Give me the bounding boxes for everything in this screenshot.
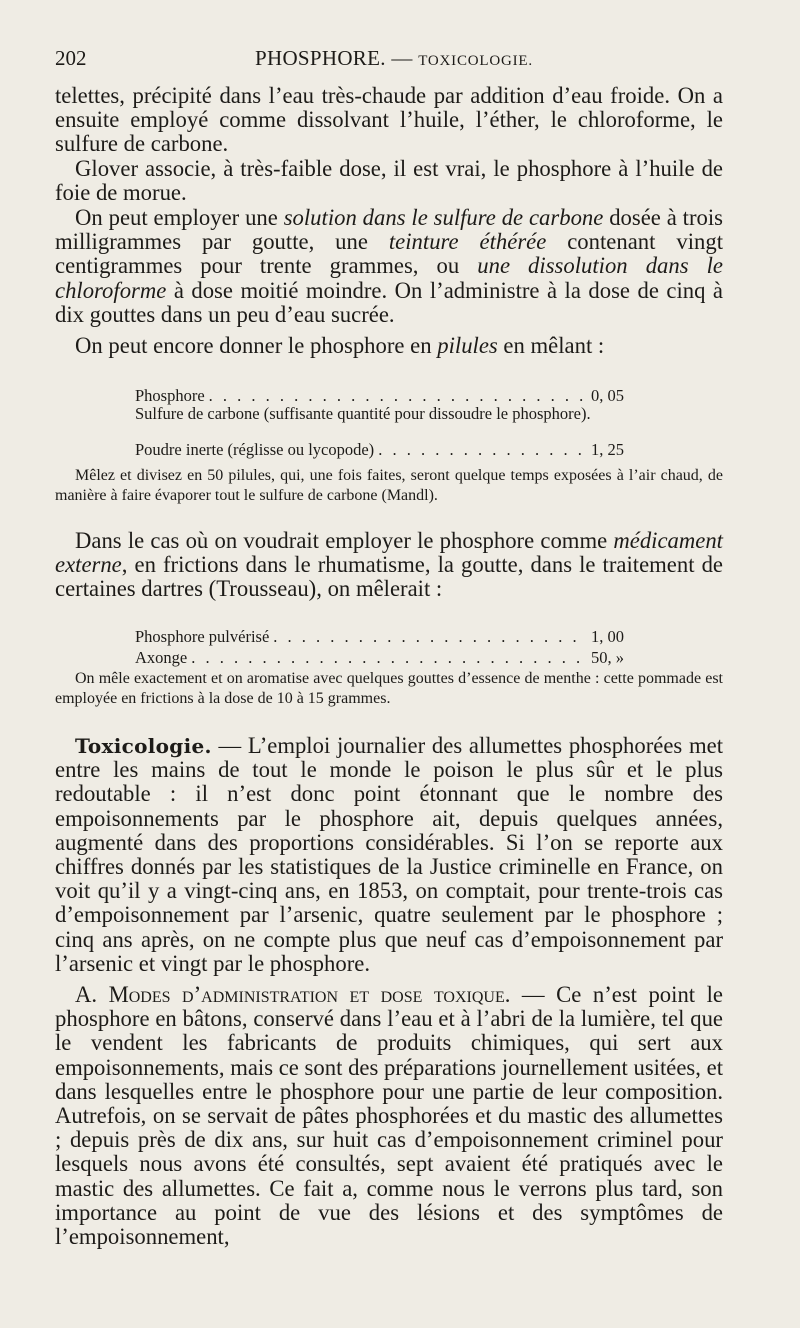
text-run: contenant vingt centigrammes pour trente grammes, ou: [55, 229, 723, 279]
formula-ingredient: Sulfure de carbone (suffisante quantité pour dissoudre le phosphore).: [135, 404, 591, 423]
ingredient-quantity: 1, 25: [591, 440, 624, 459]
text-run: Dans le cas où on voudrait employer le phosphore comme: [75, 528, 614, 553]
ingredient-name: Axonge: [135, 648, 188, 667]
ingredient-quantity: 1, 00: [591, 627, 624, 646]
page-number: 202: [55, 46, 87, 70]
title-dash: —: [385, 46, 419, 70]
formula-line: [135, 440, 645, 460]
paragraph-toxicologie: [55, 734, 723, 976]
paragraph-usage-externe: [55, 529, 723, 602]
text-run: — L’emploi journalier des allumettes phosphorées met entre les mains de tout le monde le poison le plus sûr et le plus redoutable : il n’est donc point étonnant que le nombre des empoisonnements par le phosphore ait, depuis quelques années, augmenté dans des proportions considérables. Si l’on se reporte aux chiffres donnés par les statistiques de la Justice criminelle en France, on voit qu’il y a vingt-cinq ans, en 1853, on comptait, pour trente-trois cas d’empoisonnement par l’arsenic, quatre seulement par le phosphore ; cinq ans après, on ne compte plus que neuf cas d’empoisonnement par l’arsenic et vingt par le phosphore.: [55, 733, 723, 976]
text-run: à dose moitié moindre. On l’administre à la dose de cinq à dix gouttes dans un peu d’eau sucrée.: [55, 277, 723, 327]
paragraph-dissolvants: telettes, précipité dans l’eau très-chaude par addition d’eau froide. On a ensuite employé comme dissolvant l’huile, l’éther, le chloroforme, le sulfure de carbone.: [55, 83, 723, 157]
italic-run: teinture éthérée: [388, 229, 547, 255]
italic-run: pilules: [437, 333, 498, 358]
paragraph-glover: Glover associe, à très-faible dose, il est vrai, le phosphore à l’huile de foie de morue.: [55, 156, 723, 206]
running-title: [255, 46, 533, 71]
text-run: On peut employer une: [75, 205, 284, 230]
paragraph-pilules: [55, 334, 723, 358]
ingredient-quantity: 50, »: [591, 648, 624, 667]
formula-note: Mêlez et divisez en 50 pilules, qui, une fois faites, seront quelque temps exposées à l’air chaud, de manière à faire évaporer tout le sulfure de carbone (Mandl).: [55, 467, 723, 504]
italic-run: une dissolution dans le chloroforme: [55, 253, 723, 303]
text-run: dosée à trois milligrammes par goutte, une: [55, 205, 723, 255]
leader-dots: [209, 386, 587, 406]
leader-dots: [273, 627, 587, 647]
leader-dots: [191, 648, 587, 668]
formula-line: [135, 386, 645, 406]
subtitle-text: TOXICOLOGIE.: [418, 53, 533, 69]
formula-line: [135, 627, 645, 647]
text-run: en mêlant :: [497, 333, 605, 358]
paragraph-solutions: [55, 206, 723, 327]
text-run: — Ce n’est point le phosphore en bâtons, conservé dans l’eau et à l’abri de la lumière, tel que le vendent les fabricants de produits chimiques, qui sert aux empoisonnements, mais ce sont des préparations journellement usitées, et dans lesquelles entre le phosphore pour une partie de leur composition. Autrefois, on se servait de pâtes phosphorées et du mastic des allumettes ; depuis près de dix ans, sur huit cas d’empoisonnement criminel pour lesquels nous avons été consultés, sept avaient été pratiqués avec le mastic des allumettes. Ce fait a, comme nous le verrons plus tard, son importance au point de vue des lésions et des symptômes de l’empoisonnement,: [55, 982, 723, 1250]
ingredient-name: Phosphore pulvérisé: [135, 627, 270, 646]
subsection-heading: A. Modes d’administration et dose toxique.: [75, 982, 511, 1007]
section-heading: Toxicologie.: [75, 734, 212, 758]
ingredient-quantity: 0, 05: [591, 386, 624, 405]
formula-line: [135, 648, 645, 668]
title-text: PHOSPHORE.: [255, 46, 386, 70]
italic-run: médicament externe: [55, 528, 723, 578]
italic-run: solution dans le sulfure de carbone: [283, 205, 604, 230]
leader-dots: [378, 440, 587, 460]
formula-note: On mêle exactement et on aromatise avec quelques gouttes d’essence de menthe : cette pommade est employée en frictions à la dose de 10 à 15 grammes.: [55, 670, 723, 707]
text-run: , en frictions dans le rhumatisme, la goutte, dans le traitement de certaines dartres (Trousseau), on mêlerait :: [55, 552, 723, 602]
running-head: [55, 46, 745, 76]
ingredient-name: Phosphore: [135, 386, 205, 405]
paragraph-modes-administration: [55, 983, 723, 1249]
ingredient-name: Poudre inerte (réglisse ou lycopode): [135, 440, 375, 459]
text-run: On peut encore donner le phosphore en: [75, 333, 438, 358]
